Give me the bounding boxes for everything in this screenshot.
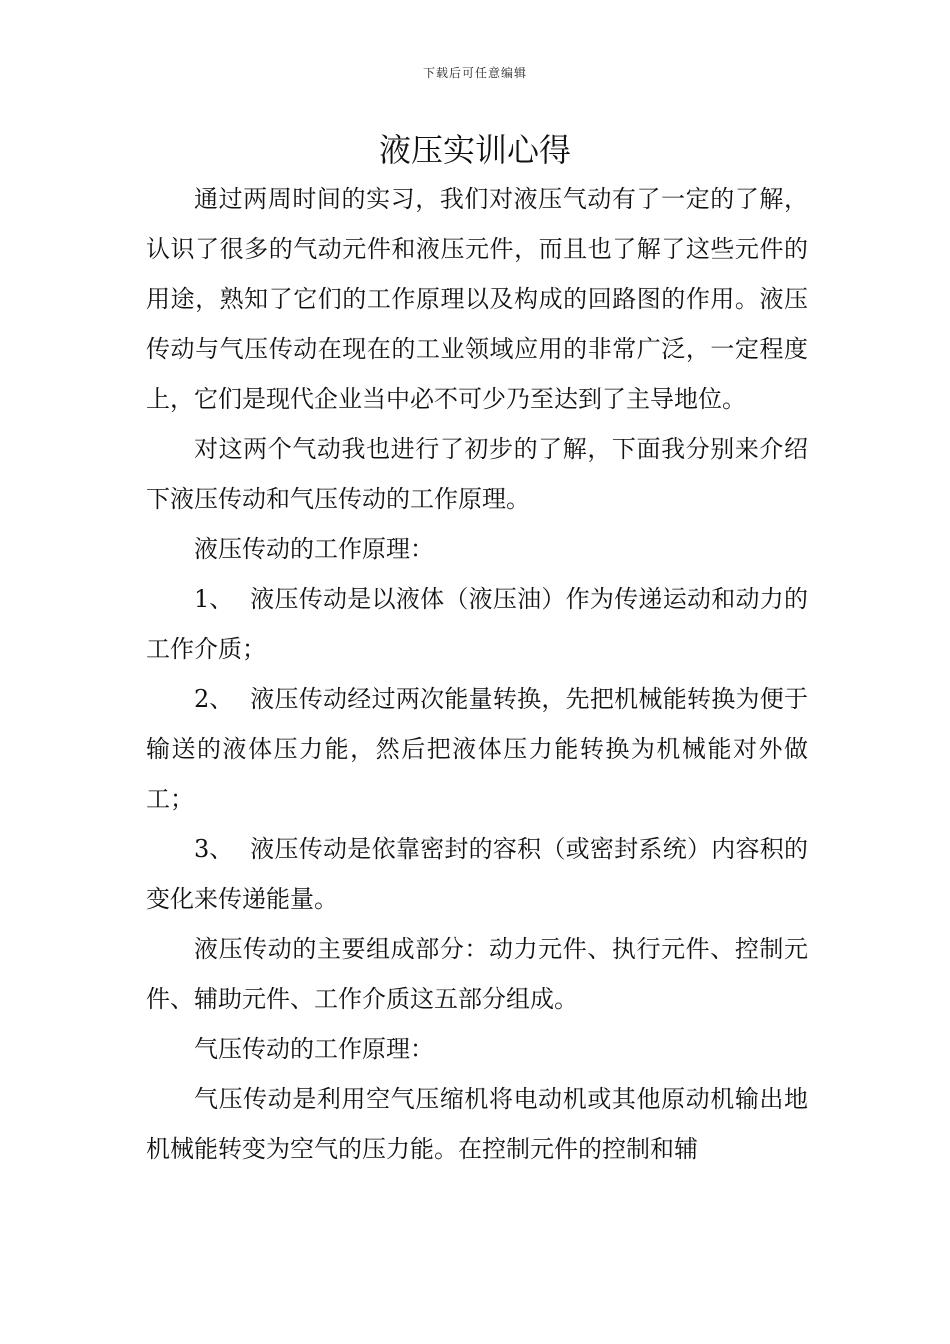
- list-item-text: 液压传动是以液体（液压油）作为传递运动和动力的工作介质；: [146, 585, 808, 663]
- list-item-text: 液压传动是依靠密封的容积（或密封系统）内容积的变化来传递能量。: [146, 835, 808, 913]
- heading-pneumatic-principle: 气压传动的工作原理：: [194, 1035, 434, 1063]
- list-item-2: [146, 674, 808, 824]
- list-item-number: 2、: [194, 685, 234, 713]
- paragraph-components: 液压传动的主要组成部分：动力元件、执行元件、控制元件、辅助元件、工作介质这五部分组成。: [146, 935, 808, 1013]
- list-item-number: 1、: [194, 585, 234, 613]
- list-item-1: [146, 574, 808, 674]
- paragraph-pneumatic: 气压传动是利用空气压缩机将电动机或其他原动机输出地机械能转变为空气的压力能。在控制元件的控制和辅: [146, 1085, 808, 1163]
- list-item-number: 3、: [194, 835, 234, 863]
- list-item-text: 液压传动经过两次能量转换，先把机械能转换为便于输送的液体压力能，然后把液体压力能转换为机械能对外做工；: [146, 685, 808, 813]
- paragraph-intro: 通过两周时间的实习，我们对液压气动有了一定的了解，认识了很多的气动元件和液压元件，而且也了解了这些元件的用途，熟知了它们的工作原理以及构成的回路图的作用。液压传动与气压传动在现在的工业领域应用的非常广泛，一定程度上，它们是现代企业当中必不可少乃至达到了主导地位。: [146, 185, 808, 413]
- list-item-3: [146, 824, 808, 924]
- document-body: [146, 174, 808, 1174]
- page-header-note: 下载后可任意编辑: [422, 66, 527, 80]
- paragraph-overview: 对这两个气动我也进行了初步的了解，下面我分别来介绍下液压传动和气压传动的工作原理。: [146, 435, 808, 513]
- document-title: 液压实训心得: [378, 131, 571, 169]
- heading-hydraulic-principle: 液压传动的工作原理：: [194, 535, 434, 563]
